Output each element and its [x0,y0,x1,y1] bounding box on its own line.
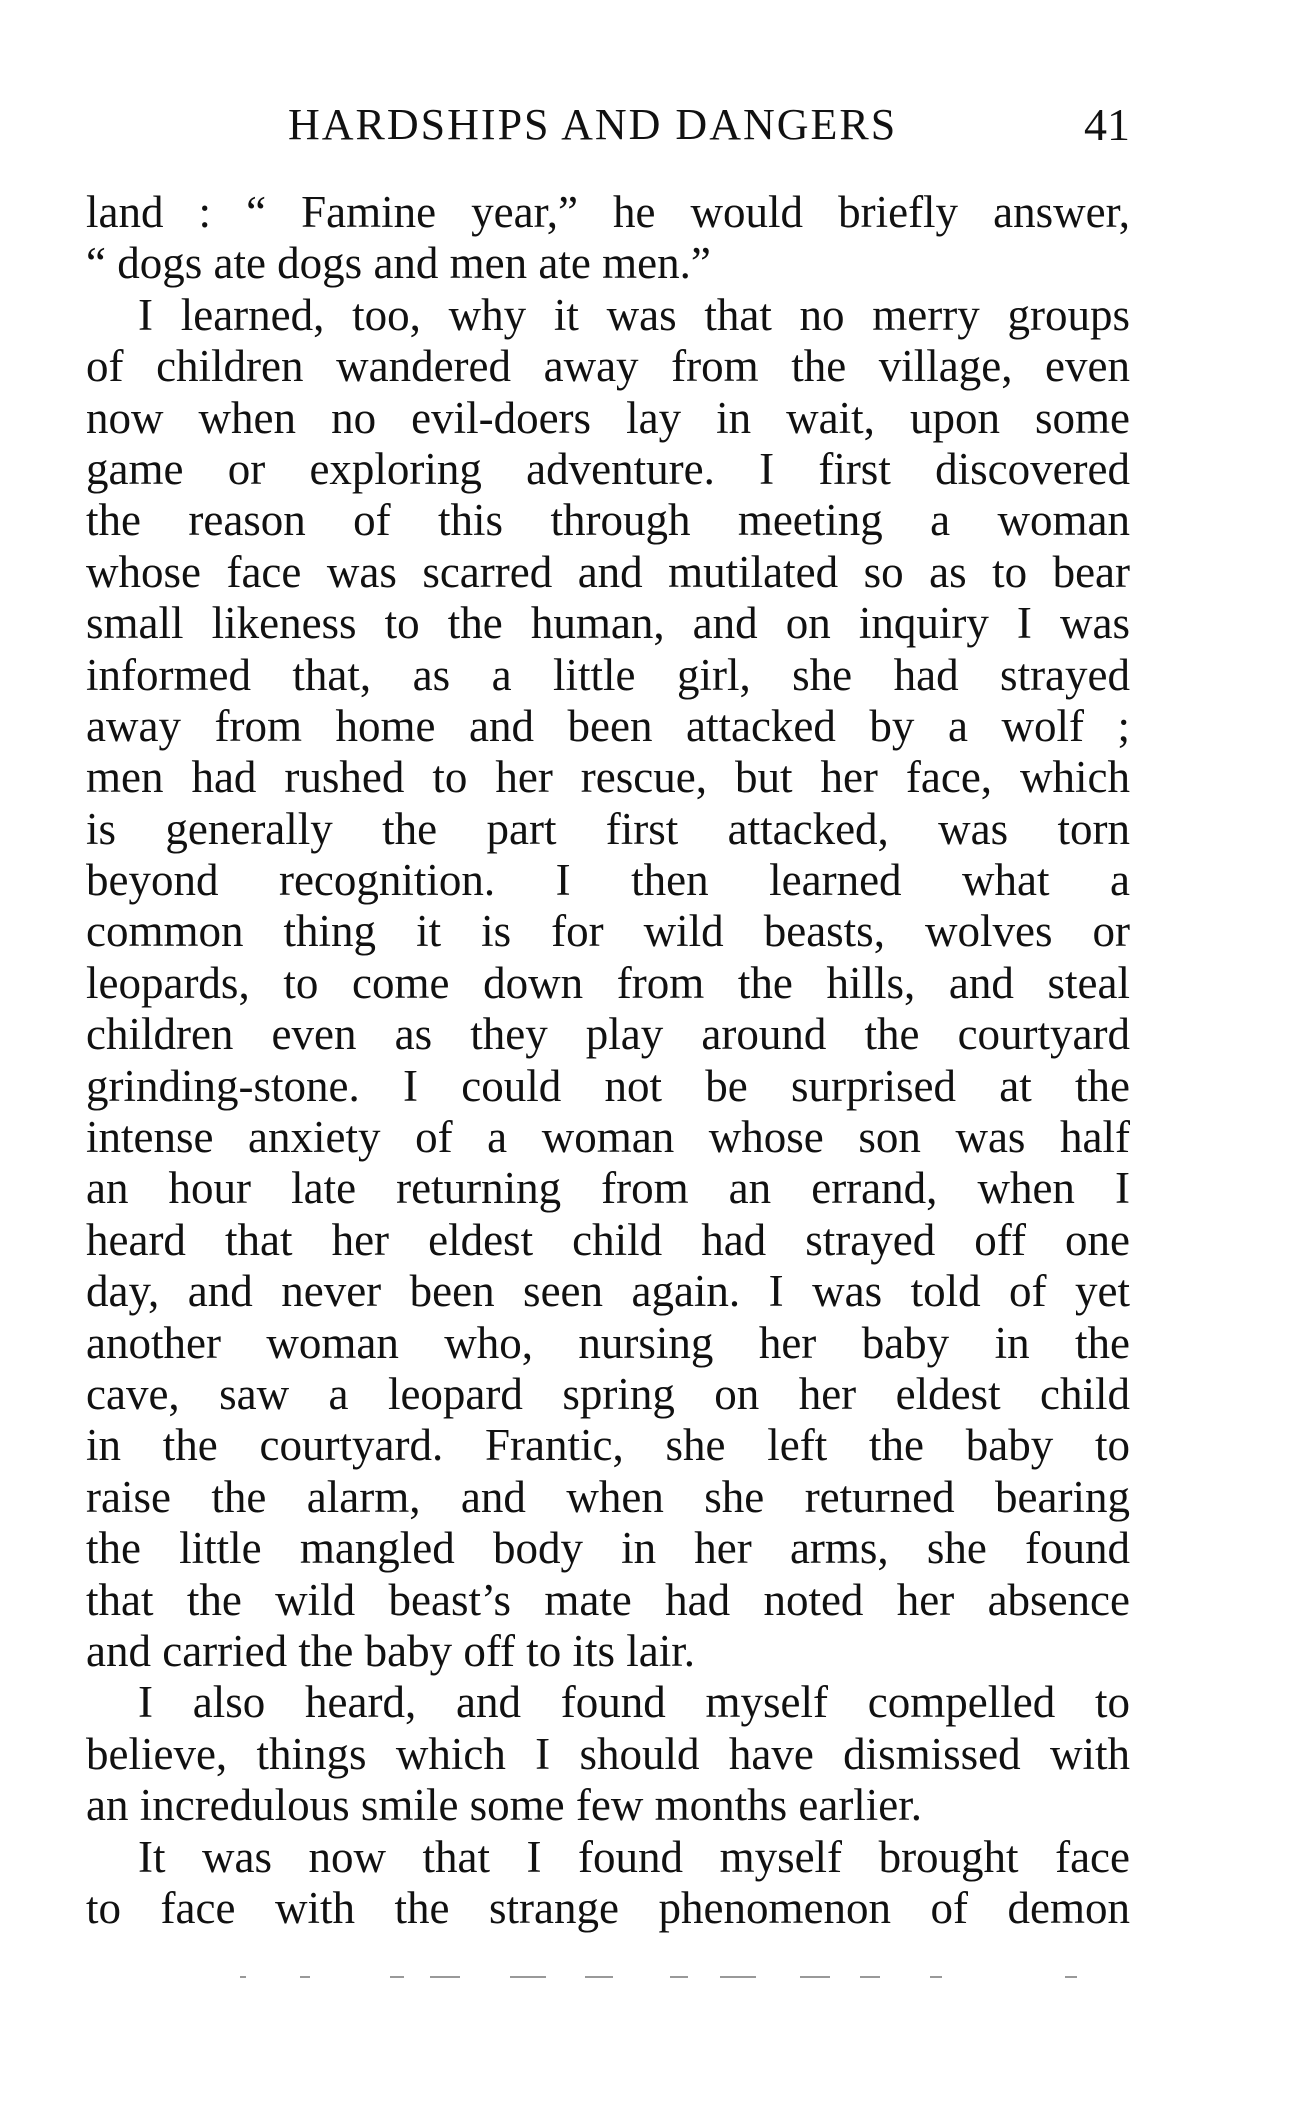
text-line: believe, things which I should have dismissed with [86,1728,1130,1779]
ink-speck [860,1976,880,1978]
text-line: to face with the strange phenomenon of demon [86,1882,1130,1933]
text-line: of children wandered away from the village, even [86,341,1130,392]
text-line: common thing it is for wild beasts, wolves or [86,906,1130,957]
ink-speck [585,1976,613,1978]
text-line: It was now that I found myself brought face [138,1831,1130,1882]
paragraph-4 [86,1832,1130,1935]
text-line: informed that, as a little girl, she had strayed [86,649,1130,700]
ink-speck [510,1976,546,1978]
text-line: game or exploring adventure. I first discovered [86,443,1130,494]
ink-speck [800,1976,830,1978]
text-line: an hour late returning from an errand, when I [86,1163,1130,1214]
ink-speck [670,1976,688,1978]
ink-speck [930,1976,942,1978]
text-line: I learned, too, why it was that no merry groups [138,289,1130,340]
text-line: that the wild beast’s mate had noted her absence [86,1574,1130,1625]
text-line: in the courtyard. Frantic, she left the baby to [86,1420,1130,1471]
paragraph-2 [86,290,1130,1678]
paragraph-1 [86,187,1130,290]
text-line: children even as they play around the courtyard [86,1009,1130,1060]
text-line: now when no evil-doers lay in wait, upon some [86,392,1130,443]
text-line: beyond recognition. I then learned what a [86,855,1130,906]
text-line: another woman who, nursing her baby in the [86,1317,1130,1368]
ink-speck [720,1976,756,1978]
ink-speck [430,1976,460,1978]
paragraph-3 [86,1677,1130,1831]
text-line: the reason of this through meeting a woman [86,495,1130,546]
text-line: raise the alarm, and when she returned bearing [86,1471,1130,1522]
text-line: and carried the baby off to its lair. [86,1625,695,1676]
text-line: men had rushed to her rescue, but her face, which [86,752,1130,803]
text-line: heard that her eldest child had strayed off one [86,1214,1130,1265]
ink-speck [1065,1976,1077,1978]
ink-speck [390,1976,404,1978]
text-line: land : “ Famine year,” he would briefly answer, [86,187,1130,237]
text-line: “ dogs ate dogs and men ate men.” [86,238,711,289]
text-line: I also heard, and found myself compelled to [138,1677,1130,1728]
text-line: intense anxiety of a woman whose son was half [86,1112,1130,1163]
text-line: an incredulous smile some few months earlier. [86,1780,923,1831]
ink-speck [300,1976,310,1978]
running-title: HARDSHIPS AND DANGERS [288,100,898,149]
text-line: cave, saw a leopard spring on her eldest child [86,1368,1130,1419]
text-line: day, and never been seen again. I was told of yet [86,1266,1130,1317]
text-line: leopards, to come down from the hills, and steal [86,957,1130,1008]
text-line: grinding-stone. I could not be surprised at the [86,1060,1130,1111]
text-line: the little mangled body in her arms, she found [86,1523,1130,1574]
running-head [88,95,1130,155]
body-text [86,187,1130,1934]
ink-speck [240,1976,246,1978]
text-line: whose face was scarred and mutilated so as to bear [86,546,1130,597]
page-number: 41 [1084,99,1130,150]
text-line: small likeness to the human, and on inquiry I was [86,598,1130,649]
text-line: away from home and been attacked by a wolf ; [86,700,1130,751]
text-line: is generally the part first attacked, was torn [86,803,1130,854]
bleed-through-marks [240,1968,1080,1988]
